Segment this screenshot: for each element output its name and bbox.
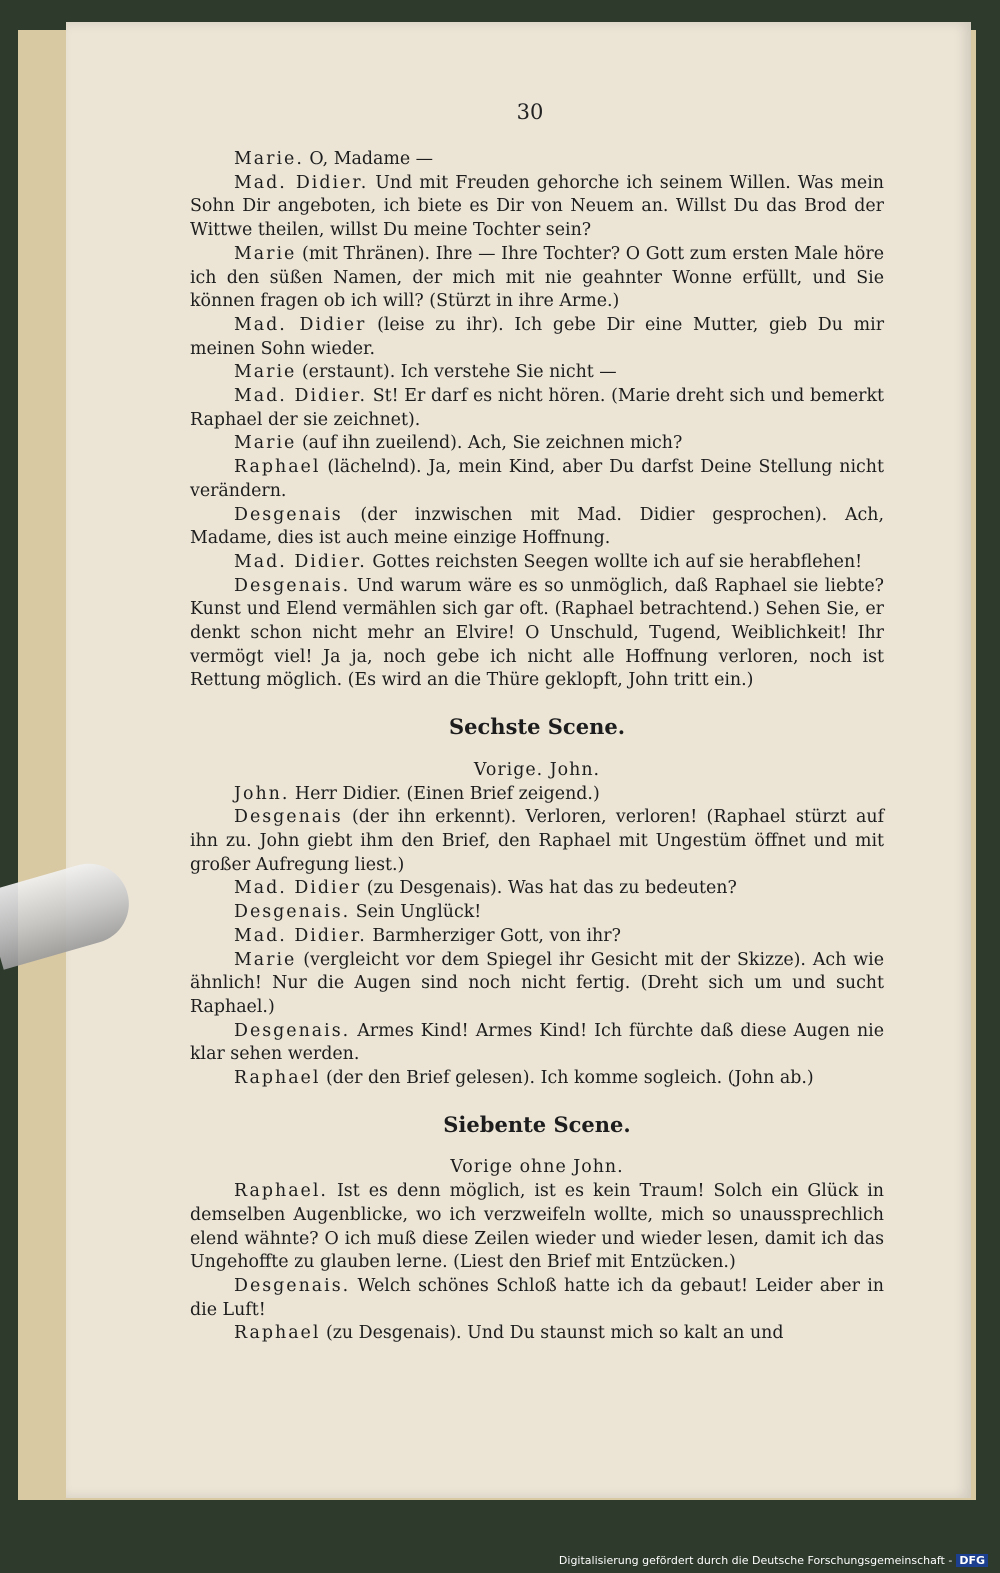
speaker: Desgenais bbox=[234, 504, 343, 525]
dialogue: Barmherziger Gott, von ihr? bbox=[372, 925, 621, 946]
dialogue: (mit Thränen). Ihre — Ihre Tochter? O Gott zum ersten Male höre ich den süßen Namen, der mich mit nie geahnter Wonne erfüllt, und Sie können fragen ob ich will? (Stürzt in ihre Arme.) bbox=[190, 243, 885, 312]
speaker: Marie bbox=[234, 243, 297, 264]
dialogue: (der ihn erkennt). Verloren, verloren! (Raphael stürzt auf ihn zu. John giebt ihm den Brief, den Raphael mit Ungestüm öffnet und mit großer Aufregung liest.) bbox=[190, 807, 885, 875]
dialogue: Ist es denn möglich, ist es kein Traum! Solch ein Glück in demselben Augenblicke, wo ich verzweifeln wollte, mich so unaussprechlich elend wähnte? O ich muß diese Zeilen wieder und wieder lesen, damit ich das Ungehoffte zu glauben lerne. (Liest den Brief mit Entzücken.) bbox=[190, 1181, 885, 1273]
dialogue: (auf ihn zueilend). Ach, Sie zeichnen mich? bbox=[301, 433, 683, 454]
speaker: Mad. Didier bbox=[234, 314, 367, 335]
speaker: Raphael bbox=[234, 1323, 321, 1344]
speaker: Mad. Didier bbox=[234, 878, 362, 899]
dialogue: (zu Desgenais). Und Du staunst mich so kalt an und bbox=[325, 1323, 784, 1344]
paragraph bbox=[190, 1067, 884, 1091]
paragraph bbox=[190, 575, 884, 694]
speaker: Raphael bbox=[234, 1068, 321, 1089]
dialogue: (vergleicht vor dem Spiegel ihr Gesicht mit der Skizze). Ach wie ähnlich! Nur die Augen sind noch nicht fertig. (Dreht sich um und sucht Raphael.) bbox=[190, 949, 884, 1017]
speaker: Desgenais. bbox=[234, 1275, 351, 1296]
paragraph bbox=[190, 949, 884, 1020]
dialogue: (zu Desgenais). Was hat das zu bedeuten? bbox=[366, 878, 737, 899]
footer-text: Digitalisierung gefördert durch die Deutsche Forschungsgemeinschaft - bbox=[558, 1554, 953, 1567]
paragraph bbox=[190, 504, 884, 551]
speaker: John. bbox=[234, 783, 290, 804]
paragraph bbox=[190, 1020, 884, 1067]
paragraph bbox=[190, 1275, 884, 1322]
speaker: Marie. bbox=[234, 149, 304, 169]
dialogue: Herr Didier. (Einen Brief zeigend.) bbox=[294, 783, 600, 804]
paragraph bbox=[190, 361, 884, 385]
page-number: 30 bbox=[516, 100, 544, 124]
speaker: Desgenais. bbox=[234, 575, 351, 596]
paragraph bbox=[190, 1322, 884, 1346]
dialogue: Gottes reichsten Seegen wollte ich auf sie herabflehen! bbox=[372, 551, 863, 572]
paragraph bbox=[190, 385, 884, 432]
digitization-footer bbox=[559, 1554, 988, 1567]
dialogue: (lächelnd). Ja, mein Kind, aber Du darfst Deine Stellung nicht verändern. bbox=[190, 457, 884, 501]
dialogue: (der inzwischen mit Mad. Didier gesprochen). Ach, Madame, dies ist auch meine einzige Hoffnung. bbox=[190, 504, 885, 549]
speaker: Raphael. bbox=[234, 1181, 328, 1202]
paragraph bbox=[190, 314, 884, 361]
speaker: Mad. Didier. bbox=[234, 925, 367, 946]
speaker: Mad. Didier. bbox=[234, 172, 369, 193]
speaker: Desgenais bbox=[234, 807, 343, 828]
speaker: Raphael bbox=[234, 457, 321, 478]
paragraph bbox=[190, 243, 884, 314]
paragraph bbox=[190, 432, 884, 456]
dialogue: Welch schönes Schloß hatte ich da gebaut! Leider aber in die Luft! bbox=[190, 1275, 884, 1320]
scene-heading: Siebente Scene. bbox=[443, 1111, 631, 1137]
paragraph bbox=[190, 148, 884, 172]
dialogue: (erstaunt). Ich verstehe Sie nicht — bbox=[301, 362, 617, 383]
speaker: Marie bbox=[234, 433, 297, 454]
dialogue: Und warum wäre es so unmöglich, daß Raphael sie liebte? Kunst und Elend vermählen sich gar oft. (Raphael betrachtend.) Sehen Sie, er denkt schon nicht mehr an Elvire! O Unschuld, Tugend, Weiblichkeit! Ihr vermögt viel! Ja ja, noch gebe ich nicht alle Hoffnung verloren, noch ist Rettung möglich. (Es wird an die Thüre geklopft, John tritt ein.) bbox=[190, 575, 884, 691]
scene-heading: Sechste Scene. bbox=[448, 714, 626, 740]
dialogue: Sein Unglück! bbox=[355, 902, 482, 923]
speaker: Desgenais. bbox=[234, 1020, 351, 1041]
speaker: Marie bbox=[234, 362, 297, 383]
speaker: Mad. Didier. bbox=[234, 386, 367, 407]
paragraph bbox=[190, 925, 884, 949]
paragraph bbox=[190, 901, 884, 925]
paragraph bbox=[190, 551, 884, 575]
paragraph bbox=[190, 456, 884, 503]
page-text bbox=[190, 148, 884, 1346]
dialogue: St! Er darf es nicht hören. (Marie dreht sich und bemerkt Raphael der sie zeichnet). bbox=[190, 386, 884, 430]
dfg-logo: DFG bbox=[956, 1554, 988, 1567]
paragraph bbox=[190, 877, 884, 901]
paragraph bbox=[190, 172, 884, 243]
paragraph bbox=[190, 806, 884, 877]
speaker: Mad. Didier. bbox=[234, 551, 367, 572]
dialogue: (der den Brief gelesen). Ich komme sogleich. (John ab.) bbox=[325, 1068, 814, 1089]
stage-direction: Vorige. John. bbox=[473, 759, 601, 780]
speaker: Desgenais. bbox=[234, 902, 351, 923]
paragraph bbox=[190, 783, 884, 807]
stage-direction: Vorige ohne John. bbox=[450, 1157, 624, 1178]
speaker: Marie bbox=[234, 949, 297, 970]
dialogue: Armes Kind! Armes Kind! Ich fürchte daß diese Augen nie klar sehen werden. bbox=[190, 1020, 885, 1065]
dialogue: (leise zu ihr). Ich gebe Dir eine Mutter, gieb Du mir meinen Sohn wieder. bbox=[190, 314, 885, 359]
paragraph bbox=[190, 1180, 884, 1275]
dialogue: O, Madame — bbox=[309, 149, 434, 169]
dialogue: Und mit Freuden gehorche ich seinem Willen. Was mein Sohn Dir angeboten, ich biete es Dir von Neuem an. Willst Du das Brod der Wittwe theilen, willst Du meine Tochter sein? bbox=[190, 172, 884, 241]
